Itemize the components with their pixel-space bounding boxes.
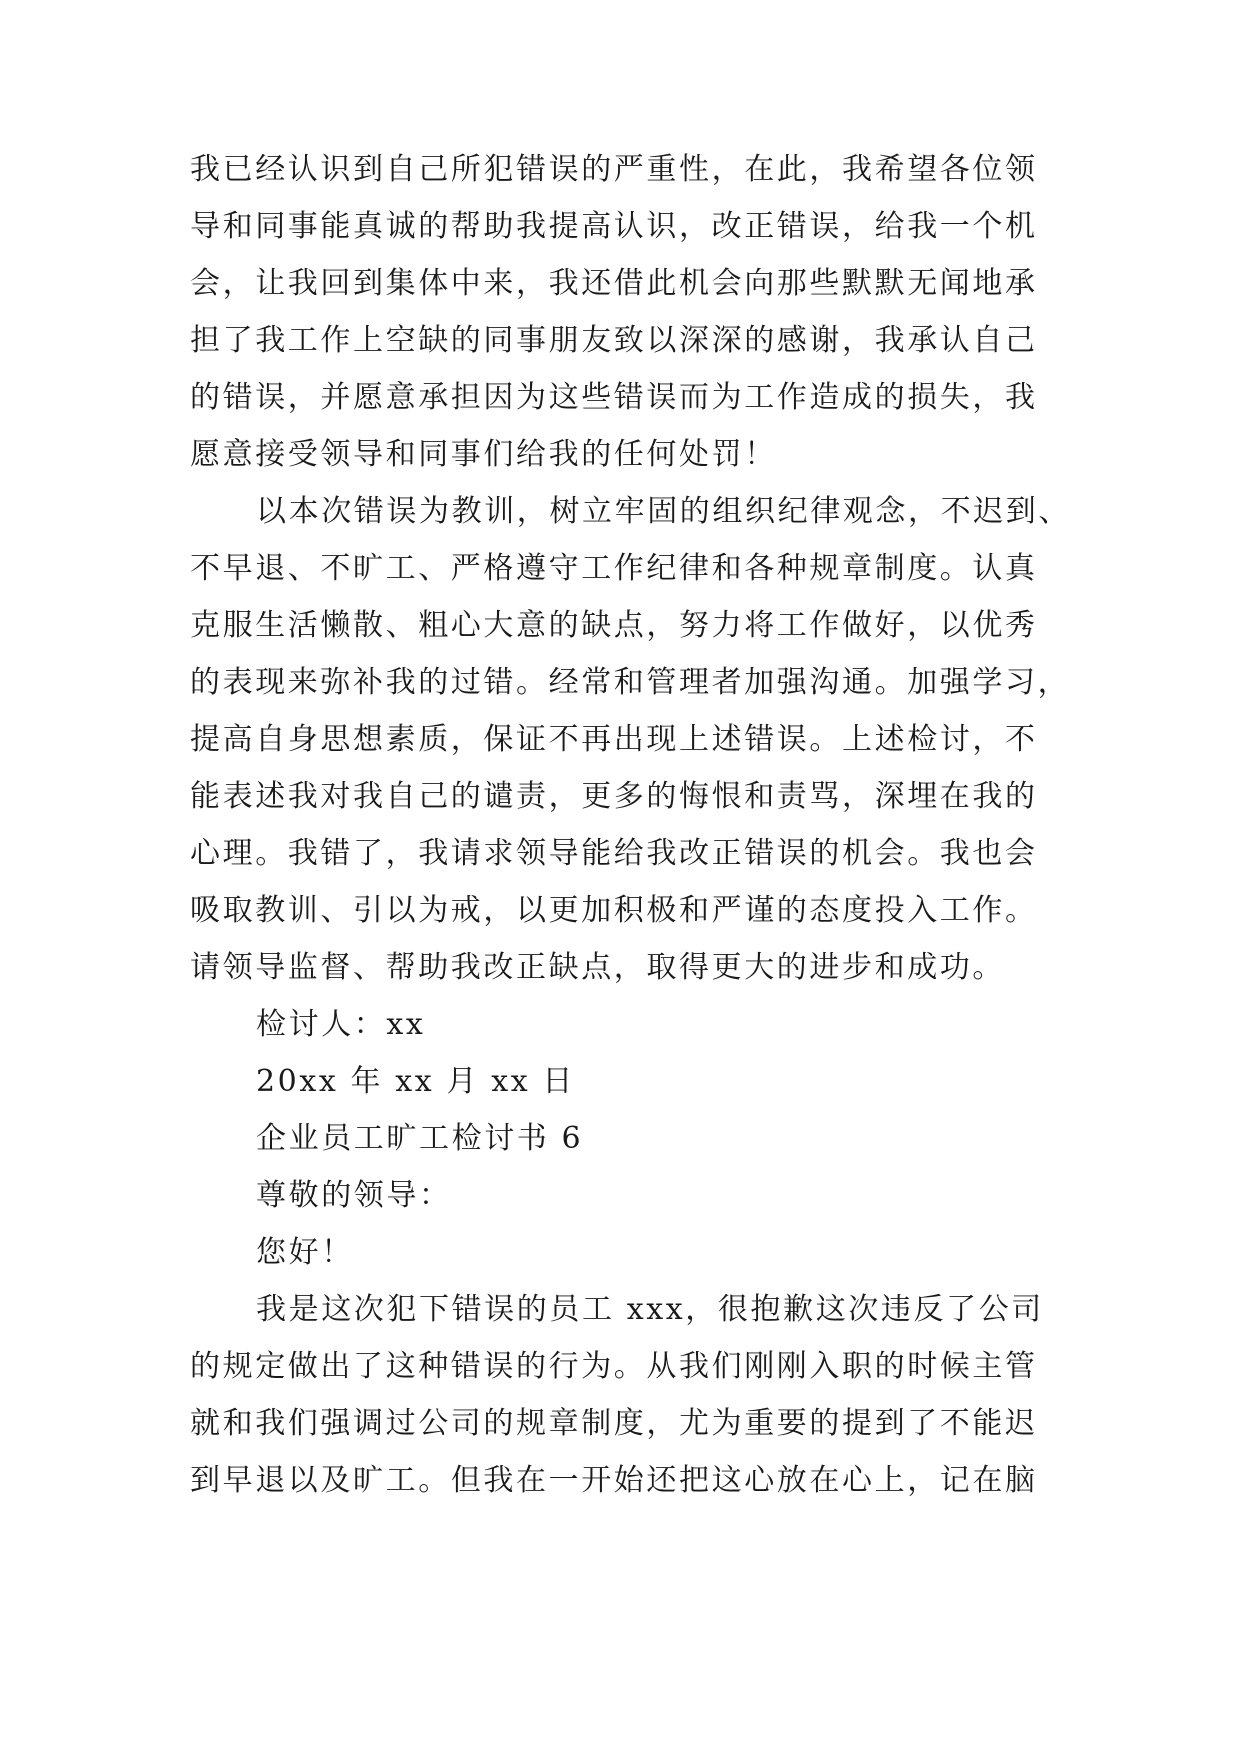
paragraph-line: 导和同事能真诚的帮助我提高认识，改正错误，给我一个机 bbox=[190, 209, 1038, 244]
paragraph-line: 我是这次犯下错误的员工 xxx，很抱歉这次违反了公司 bbox=[256, 1292, 1044, 1327]
paragraph-line: 克服生活懒散、粗心大意的缺点，努力将工作做好，以优秀 bbox=[190, 608, 1038, 643]
date-line: 20xx 年 xx 月 xx 日 bbox=[256, 1064, 575, 1099]
paragraph-line: 的表现来弥补我的过错。经常和管理者加强沟通。加强学习， bbox=[190, 665, 1071, 700]
paragraph-line: 就和我们强调过公司的规章制度，尤为重要的提到了不能迟 bbox=[190, 1406, 1038, 1441]
paragraph-line: 愿意接受领导和同事们给我的任何处罚！ bbox=[190, 437, 777, 472]
reviewer-signature: 检讨人：xx bbox=[256, 1007, 426, 1042]
paragraph-line: 的规定做出了这种错误的行为。从我们刚刚入职的时候主管 bbox=[190, 1349, 1038, 1384]
paragraph-line: 吸取教训、引以为戒，以更加积极和严谨的态度投入工作。 bbox=[190, 893, 1038, 928]
paragraph-line: 到早退以及旷工。但我在一开始还把这心放在心上，记在脑 bbox=[190, 1463, 1038, 1498]
paragraph-line: 的错误，并愿意承担因为这些错误而为工作造成的损失，我 bbox=[190, 380, 1038, 415]
paragraph-line: 提高自身思想素质，保证不再出现上述错误。上述检讨，不 bbox=[190, 722, 1038, 757]
paragraph-line: 会，让我回到集体中来，我还借此机会向那些默默无闻地承 bbox=[190, 266, 1038, 301]
paragraph-line: 我已经认识到自己所犯错误的严重性，在此，我希望各位领 bbox=[190, 152, 1038, 187]
section-title: 企业员工旷工检讨书 6 bbox=[256, 1121, 584, 1156]
paragraph-line: 担了我工作上空缺的同事朋友致以深深的感谢，我承认自己 bbox=[190, 323, 1038, 358]
paragraph-line: 能表述我对我自己的谴责，更多的悔恨和责骂，深埋在我的 bbox=[190, 779, 1038, 814]
paragraph-line: 请领导监督、帮助我改正缺点，取得更大的进步和成功。 bbox=[190, 950, 1005, 985]
greeting: 您好！ bbox=[256, 1235, 354, 1270]
paragraph-line: 以本次错误为教训，树立牢固的组织纪律观念，不迟到、 bbox=[256, 494, 1071, 529]
paragraph-line: 心理。我错了，我请求领导能给我改正错误的机会。我也会 bbox=[190, 836, 1038, 871]
salutation: 尊敬的领导： bbox=[256, 1178, 452, 1213]
paragraph-line: 不早退、不旷工、严格遵守工作纪律和各种规章制度。认真 bbox=[190, 551, 1038, 586]
